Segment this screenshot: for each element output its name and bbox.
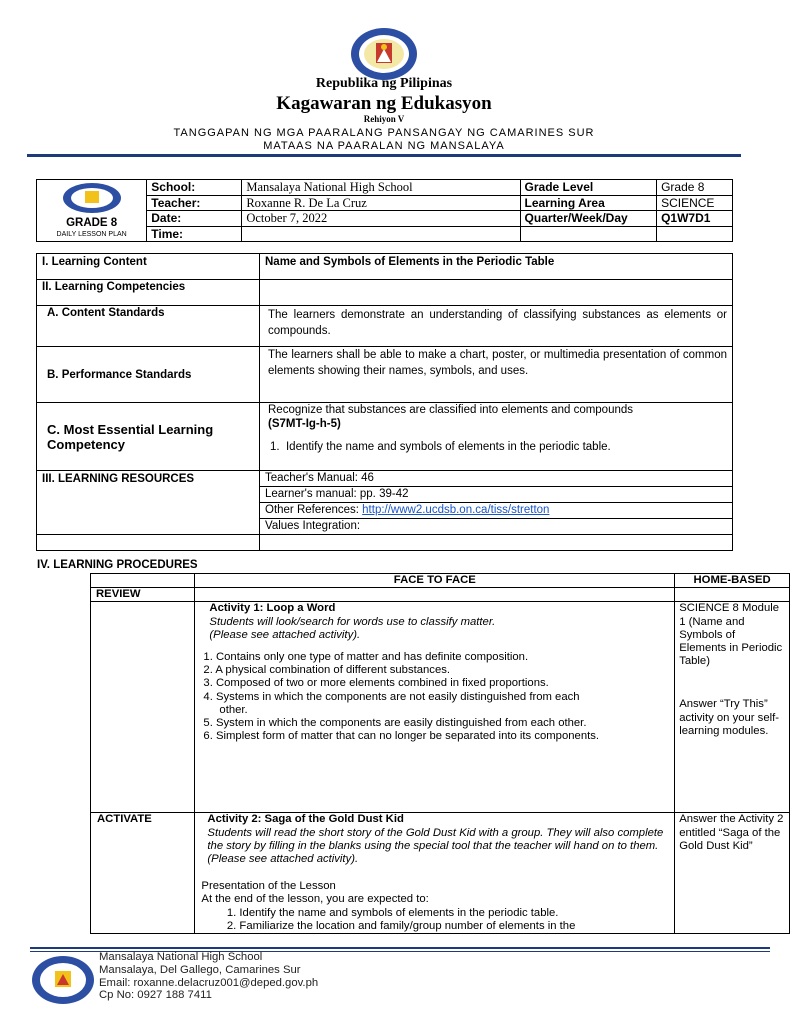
presentation-intro: At the end of the lesson, you are expected to: <box>201 893 429 906</box>
footer-school: Mansalaya National High School <box>99 951 263 963</box>
activity1-item: 6. Simplest form of matter that can no longer be separated into its components. <box>203 730 600 743</box>
activate-label: ACTIVATE <box>91 813 195 934</box>
activity1-item: 3. Composed of two or more elements combined in fixed proportions. <box>203 677 549 690</box>
review-home-module: SCIENCE 8 Module 1 (Name and Symbols of Elements in Periodic Table) <box>679 602 783 668</box>
footer-rule <box>30 947 770 949</box>
empty-cell <box>37 535 260 551</box>
learners-manual: Learner's manual: pp. 39-42 <box>260 487 733 503</box>
melc-text: Recognize that substances are classified into elements and compounds <box>268 404 634 416</box>
activity2-title: Activity 2: Saga of the Gold Dust Kid <box>207 813 404 826</box>
activity1-item: 2. A physical combination of different substances. <box>203 664 451 677</box>
footer-address: Mansalaya, Del Gallego, Camarines Sur <box>99 963 301 976</box>
resources-label: III. LEARNING RESOURCES <box>37 471 260 535</box>
date-value: October 7, 2022 <box>242 211 520 227</box>
empty-cell <box>260 535 733 551</box>
region-name: Rehiyon V <box>363 114 405 124</box>
teacher-value: Roxanne R. De La Cruz <box>242 195 520 211</box>
deped-seal-logo <box>349 27 419 81</box>
learning-content-label: I. Learning Content <box>37 254 260 280</box>
learning-area-label: Learning Area <box>520 195 657 211</box>
presentation-label: Presentation of the Lesson <box>201 880 336 893</box>
activate-home: Answer the Activity 2 entitled “Saga of the Gold Dust Kid” <box>675 813 790 934</box>
school-heading: MATAAS NA PAARALAN NG MANSALAYA <box>263 140 505 152</box>
date-label: Date: <box>147 211 242 227</box>
activity2-instructions: Students will read the short story of the Gold Dust Kid with a group. They will also complete the story by filling in the blanks using the special tool that the teacher will hand on to them. (Please see attached activity). <box>207 826 664 866</box>
empty-cell <box>91 602 195 813</box>
melc-label: C. Most Essential Learning Competency <box>37 403 260 471</box>
performance-standards-label: B. Performance Standards <box>37 347 260 403</box>
content-standards-value: The learners demonstrate an understanding of classifying substances as elements or compounds. <box>260 306 733 347</box>
header-rule <box>27 154 741 157</box>
melc-cell <box>260 403 733 471</box>
content-standards-label: A. Content Standards <box>37 306 260 347</box>
review-label: REVIEW <box>91 588 195 602</box>
school-label: School: <box>147 180 242 196</box>
objectives-list <box>201 907 666 933</box>
empty-cell <box>195 588 675 602</box>
footer-contact <box>99 951 318 1002</box>
department-name: Kagawaran ng Edukasyon <box>276 93 492 114</box>
col-face-to-face: FACE TO FACE <box>195 574 675 588</box>
other-references <box>260 503 733 519</box>
activity1-note: (Please see attached activity). <box>209 628 361 641</box>
competencies-label: II. Learning Competencies <box>37 280 260 306</box>
empty-cell <box>520 226 657 242</box>
activate-content <box>195 813 675 934</box>
col-home-based: HOME-BASED <box>675 574 790 588</box>
melc-objective: Identify the name and symbols of elements in the periodic table. <box>285 441 611 453</box>
school-logo <box>61 182 123 214</box>
grade-logo-cell <box>37 180 147 242</box>
teachers-manual: Teacher's Manual: 46 <box>260 471 733 487</box>
school-value: Mansalaya National High School <box>242 180 520 196</box>
qwd-label: Quarter/Week/Day <box>520 211 657 227</box>
other-references-label: Other References: <box>265 504 363 516</box>
reference-link[interactable]: http://www2.ucdsb.on.ca/tiss/stretton <box>362 504 550 516</box>
activity1-item: 5. System in which the components are easily distinguished from each other. <box>203 717 587 730</box>
lesson-info-table <box>36 179 733 242</box>
activity1-instructions: Students will look/search for words use to classify matter. <box>209 615 496 628</box>
melc-code: (S7MT-Ig-h-5) <box>268 418 341 430</box>
empty-cell <box>657 226 733 242</box>
values-integration: Values Integration: <box>260 519 733 535</box>
activity1-items <box>203 651 604 743</box>
country-name: Republika ng Pilipinas <box>315 76 453 91</box>
time-value <box>242 226 520 242</box>
objective-item: 1. Identify the name and symbols of elements in the periodic table. <box>239 907 666 920</box>
competencies-value <box>260 280 733 306</box>
activity1-item: 1. Contains only one type of matter and has definite composition. <box>203 651 529 664</box>
footer-school-logo <box>30 952 96 1008</box>
footer-phone: Cp No: 0927 188 7411 <box>99 989 212 1002</box>
procedures-table <box>90 573 790 934</box>
qwd-value: Q1W7D1 <box>657 211 733 227</box>
grade-level-value: Grade 8 <box>657 180 733 196</box>
learning-content-table <box>36 253 733 551</box>
empty-cell <box>675 588 790 602</box>
melc-objective-item: 1. Identify the name and symbols of elements in the periodic table. <box>270 441 611 453</box>
grade-level-label: Grade Level <box>520 180 657 196</box>
procedures-title: IV. LEARNING PROCEDURES <box>37 559 198 571</box>
footer-email: Email: roxanne.delacruz001@deped.gov.ph <box>99 976 319 989</box>
learning-content-value: Name and Symbols of Elements in the Periodic Table <box>260 254 733 280</box>
review-home-task: Answer “Try This” activity on your self-learning modules. <box>679 698 780 737</box>
dlp-label: DAILY LESSON PLAN <box>56 231 127 238</box>
teacher-label: Teacher: <box>147 195 242 211</box>
review-content <box>195 602 675 813</box>
time-label: Time: <box>147 226 242 242</box>
review-home-cell <box>675 602 790 813</box>
division-office: TANGGAPAN NG MGA PAARALANG PANSANGAY NG CAMARINES SUR <box>173 127 595 139</box>
activity1-title: Activity 1: Loop a Word <box>209 602 336 615</box>
objective-item: 2. Familiarize the location and family/group number of elements in the <box>239 920 666 933</box>
empty-cell <box>91 574 195 588</box>
performance-standards-value: The learners shall be able to make a chart, poster, or multimedia presentation of common elements showing their names, symbols, and uses. <box>260 347 733 403</box>
activity1-item: 4. Systems in which the components are not easily distinguished from each other. <box>203 690 580 716</box>
learning-area-value: SCIENCE <box>657 195 733 211</box>
grade-label: GRADE 8 <box>66 217 118 229</box>
